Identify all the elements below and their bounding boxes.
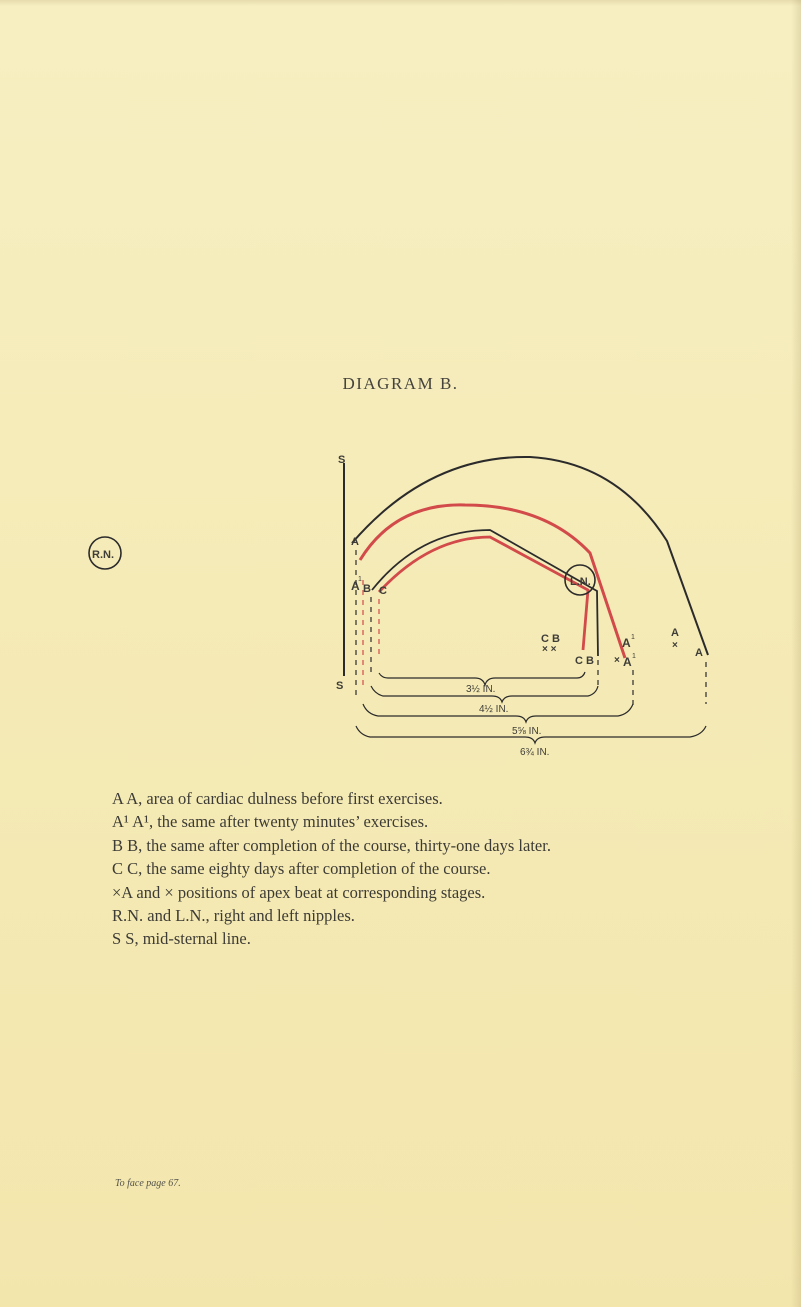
left-label-C: C — [379, 585, 387, 597]
legend-line-apex: ×A and × positions of apex beat at corresponding stages. — [112, 882, 486, 902]
right-label-A1-sup: 1 — [631, 634, 635, 641]
right-label-A1-bottom: A — [623, 655, 632, 669]
area-B-outline — [372, 530, 598, 656]
left-label-A1-sup: 1 — [358, 576, 362, 583]
right-label-A-mid: A — [671, 627, 679, 639]
apex-label-CB-top: C B — [541, 633, 560, 645]
left-label-A: A — [351, 536, 359, 548]
diagram-title: DIAGRAM B. — [342, 374, 459, 393]
measure-label-A: 6¾ IN. — [520, 747, 550, 758]
apex-marks-CB-top: × × — [542, 644, 557, 655]
area-A-outline — [352, 457, 708, 655]
measure-label-B: 4½ IN. — [479, 704, 509, 715]
sternal-label-top: S — [338, 454, 346, 466]
right-label-A-outer: A — [695, 647, 703, 659]
legend-line-C: C C, the same eighty days after completion of the course. — [112, 859, 491, 879]
page-reference-note: To face page 67. — [115, 1178, 181, 1189]
legend-line-A: A A, area of cardiac dulness before first exercises. — [112, 789, 443, 808]
right-label-A1: A — [622, 636, 631, 650]
legend-line-sternal: S S, mid-sternal line. — [112, 929, 251, 949]
apex-label-CB-bottom: C B — [575, 655, 594, 667]
legend-line-nipples: R.N. and L.N., right and left nipples. — [112, 906, 355, 926]
right-label-A1-bottom-sup: 1 — [632, 653, 636, 660]
right-nipple-label: R.N. — [92, 549, 114, 561]
legend-line-A1: A¹ A¹, the same after twenty minutes’ exercises. — [112, 812, 429, 832]
left-label-A1: A — [351, 579, 360, 593]
legend — [112, 787, 752, 951]
apex-mark-A1: × — [614, 655, 620, 666]
legend-line-B: B B, the same after completion of the course, thirty-one days later. — [112, 835, 551, 855]
sternal-label-bottom: S — [336, 680, 344, 692]
measure-label-C: 3½ IN. — [466, 684, 496, 695]
left-label-B: B — [363, 583, 371, 595]
apex-mark-A: × — [672, 640, 678, 651]
left-nipple-label: L.N. — [570, 576, 591, 588]
measure-label-A1: 5⅝ IN. — [512, 726, 542, 737]
